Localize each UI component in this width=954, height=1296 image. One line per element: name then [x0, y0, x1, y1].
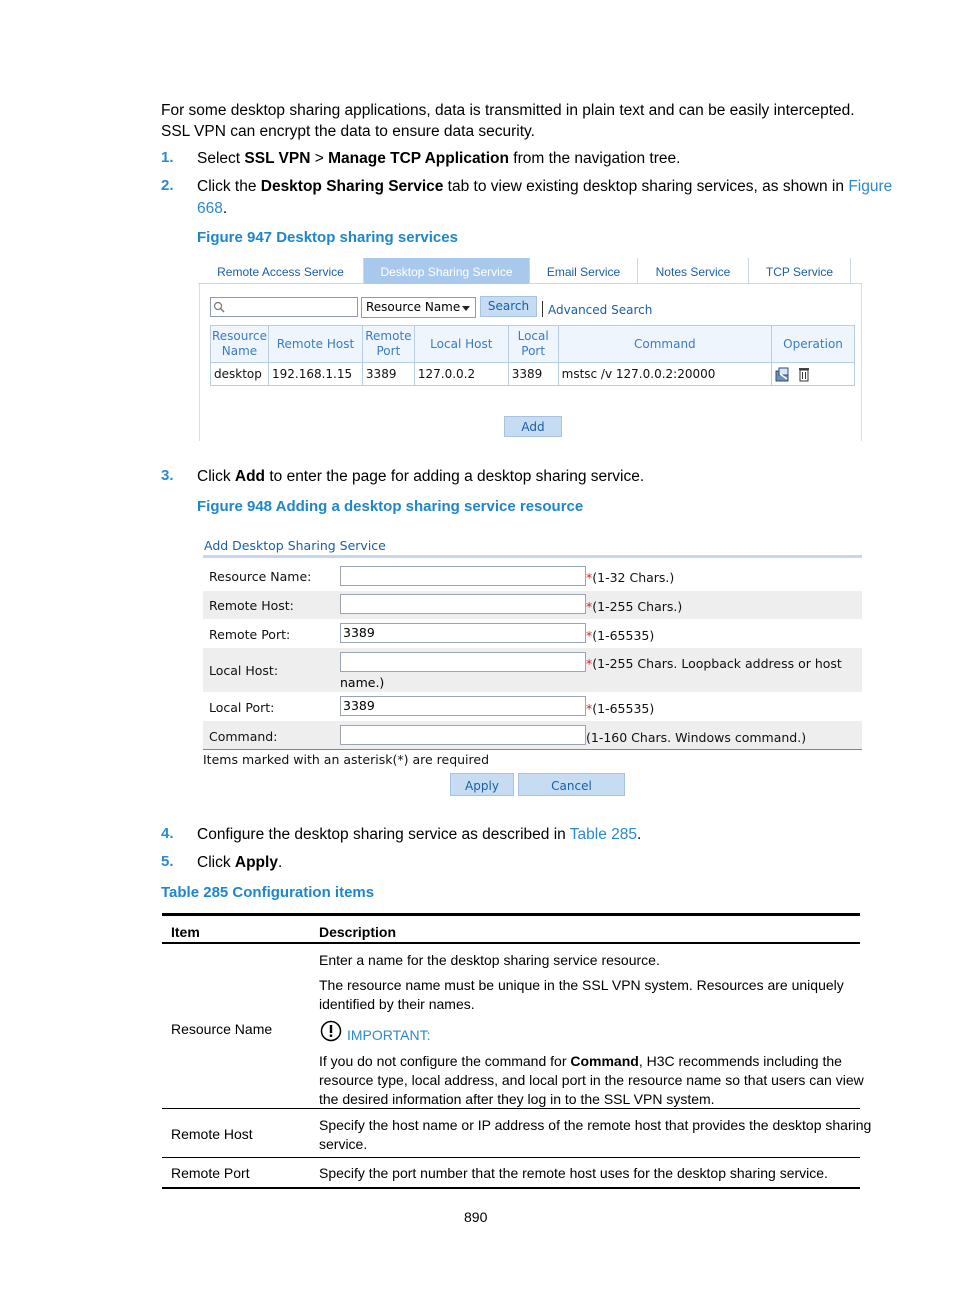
remote-port-label: Remote Port:	[209, 627, 291, 642]
table-bottom-rule	[162, 1187, 860, 1189]
panel-left-border	[199, 284, 200, 441]
col-local-host[interactable]: Local Host	[414, 326, 508, 363]
required-star: *	[586, 570, 593, 585]
row-remote-port-desc: Specify the port number that the remote host uses for the desktop sharing service.	[319, 1165, 828, 1181]
desktop-services-table	[210, 325, 855, 386]
panel-right-border	[861, 284, 862, 441]
table-row	[211, 363, 855, 386]
table-header-rule	[162, 942, 860, 944]
col-operation: Operation	[772, 326, 855, 363]
col-local-port[interactable]: Local Port	[508, 326, 558, 363]
row-remote-host-item: Remote Host	[171, 1126, 253, 1142]
form-title: Add Desktop Sharing Service	[204, 538, 386, 553]
search-input[interactable]	[210, 297, 358, 317]
tab-remote-access-service[interactable]: Remote Access Service	[198, 258, 364, 284]
table-285-caption: Table 285 Configuration items	[161, 884, 375, 901]
cell-local-port: 3389	[508, 363, 558, 386]
col-command[interactable]: Command	[558, 326, 771, 363]
row-resource-name-desc-3c: the desired information after they log in to the SSL VPN system.	[319, 1091, 715, 1107]
required-note: Items marked with an asterisk(*) are required	[203, 752, 490, 767]
local-host-label: Local Host:	[209, 663, 279, 678]
col-resource-name[interactable]: Resource Name	[211, 326, 269, 363]
service-tabs	[198, 258, 862, 284]
form-row-command	[203, 721, 862, 749]
warning-icon	[320, 1020, 342, 1042]
cell-remote-host: 192.168.1.15	[268, 363, 362, 386]
form-title-rule	[203, 555, 862, 558]
intro-line-1: For some desktop sharing applications, data is transmitted in plain text and can be easily intercepted.	[161, 102, 855, 119]
local-port-label: Local Port:	[209, 700, 275, 715]
resource-name-label: Resource Name:	[209, 569, 312, 584]
step-3-text: Click Add to enter the page for adding a desktop sharing service.	[197, 468, 645, 485]
row-resource-name-desc-2b: identified by their names.	[319, 996, 475, 1012]
required-star: *	[586, 599, 593, 614]
cell-resource-name: desktop	[211, 363, 269, 386]
cancel-button[interactable]: Cancel	[518, 773, 625, 796]
command-hint: (1-160 Chars. Windows command.)	[586, 730, 807, 745]
step-5-number: 5.	[161, 853, 174, 870]
step-1-number: 1.	[161, 149, 174, 166]
tab-notes-service[interactable]: Notes Service	[638, 258, 749, 284]
col-item-header: Item	[171, 924, 200, 940]
form-row-local-host	[203, 648, 862, 692]
step-2-number: 2.	[161, 177, 174, 194]
add-button[interactable]: Add	[504, 416, 562, 437]
tab-email-service[interactable]: Email Service	[530, 258, 638, 284]
search-icon	[213, 301, 225, 313]
remote-host-hint: *(1-255 Chars.)	[586, 599, 683, 614]
search-field-select[interactable]	[361, 297, 476, 318]
cell-local-host: 127.0.0.2	[414, 363, 508, 386]
step-2-text-cont: 668.	[197, 200, 228, 217]
form-row-remote-host	[203, 591, 862, 619]
local-port-input[interactable]: 3389	[340, 696, 586, 716]
table-285-link[interactable]: Table 285	[569, 826, 638, 843]
form-row-resource-name	[203, 562, 862, 591]
resource-name-input[interactable]	[340, 566, 586, 586]
figure-948-caption: Figure 948 Adding a desktop sharing service resource	[197, 498, 584, 515]
step-4-number: 4.	[161, 825, 174, 842]
local-port-hint: *(1-65535)	[586, 701, 655, 716]
resource-name-hint: *(1-32 Chars.)	[586, 570, 675, 585]
local-host-input[interactable]	[340, 652, 586, 672]
table-header-row	[211, 326, 855, 363]
row-resource-name-desc-2a: The resource name must be unique in the SSL VPN system. Resources are uniquely	[319, 977, 844, 993]
page-number: 890	[464, 1209, 488, 1225]
row-resource-name-desc-3b: resource type, local address, and local port in the resource name so that users can view	[319, 1072, 864, 1088]
figure-number-link[interactable]: 668	[197, 200, 223, 217]
command-label: Command:	[209, 729, 278, 744]
intro-line-2: SSL VPN can encrypt the data to ensure data security.	[161, 123, 535, 140]
delete-icon[interactable]	[798, 366, 810, 383]
cell-command: mstsc /v 127.0.0.2:20000	[558, 363, 771, 386]
required-star: *	[586, 656, 593, 671]
step-4-text: Configure the desktop sharing service as described in Table 285.	[197, 826, 642, 843]
apply-button[interactable]: Apply	[450, 773, 514, 796]
cell-operation	[772, 363, 855, 386]
table-top-rule	[162, 913, 860, 916]
row-remote-port-item: Remote Port	[171, 1165, 250, 1181]
remote-port-hint: *(1-65535)	[586, 628, 655, 643]
row-divider	[162, 1108, 860, 1109]
step-3-number: 3.	[161, 467, 174, 484]
row-resource-name-desc-1: Enter a name for the desktop sharing service resource.	[319, 952, 660, 968]
remote-host-label: Remote Host:	[209, 598, 294, 613]
row-remote-host-desc-1: Specify the host name or IP address of the remote host that provides the desktop sharing	[319, 1117, 872, 1133]
edit-icon[interactable]	[774, 366, 792, 383]
row-divider	[162, 1157, 860, 1158]
col-remote-port[interactable]: Remote Port	[362, 326, 414, 363]
step-5-text: Click Apply.	[197, 854, 283, 871]
required-star: *	[586, 701, 593, 716]
important-label: IMPORTANT:	[347, 1027, 431, 1043]
chevron-down-icon	[462, 306, 470, 311]
advanced-search-link[interactable]: Advanced Search	[548, 303, 653, 317]
col-remote-host[interactable]: Remote Host	[268, 326, 362, 363]
search-button[interactable]: Search	[480, 296, 537, 317]
search-field-value: Resource Name	[366, 300, 461, 314]
remote-host-input[interactable]	[340, 594, 586, 614]
cell-remote-port: 3389	[362, 363, 414, 386]
remote-port-input[interactable]: 3389	[340, 623, 586, 643]
row-resource-name-desc-3a: If you do not configure the command for Command, H3C recommends including the	[319, 1053, 842, 1069]
separator	[542, 301, 543, 317]
form-bottom-rule	[203, 749, 862, 750]
command-input[interactable]	[340, 725, 586, 745]
col-description-header: Description	[319, 924, 397, 940]
tab-desktop-sharing-service[interactable]: Desktop Sharing Service	[364, 258, 530, 284]
row-remote-host-desc-2: service.	[319, 1136, 368, 1152]
figure-link[interactable]: Figure	[848, 178, 893, 195]
form-row-remote-port	[203, 619, 862, 648]
local-host-hint-cont: name.)	[340, 675, 385, 690]
local-host-hint: *(1-255 Chars. Loopback address or host	[586, 656, 842, 671]
required-star: *	[586, 628, 593, 643]
row-resource-name-item: Resource Name	[171, 1021, 273, 1037]
figure-947-caption: Figure 947 Desktop sharing services	[197, 229, 458, 246]
tab-tcp-service[interactable]: TCP Service	[749, 258, 851, 284]
form-row-local-port	[203, 692, 862, 721]
step-1-text: Select SSL VPN > Manage TCP Application from the navigation tree.	[197, 150, 681, 167]
step-2-text: Click the Desktop Sharing Service tab to view existing desktop sharing services, as shown in Figure	[197, 178, 893, 195]
